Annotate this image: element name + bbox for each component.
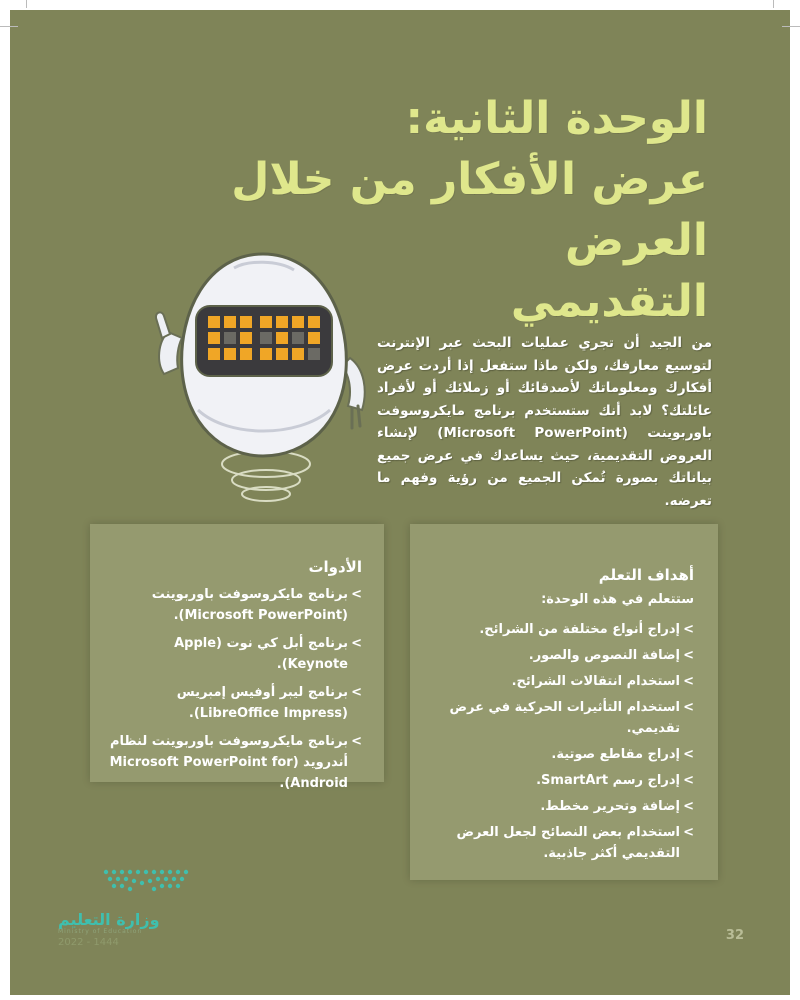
goal-item-text: إدراج أنواع مختلفة من الشرائح. [479, 622, 680, 637]
crop-mark [26, 0, 27, 8]
bullet-arrow-icon: > [351, 587, 362, 602]
goal-item-text: إضافة وتحرير مخطط. [540, 799, 680, 814]
tool-item-text: برنامج ليبر أوفيس إمبريس (LibreOffice Impress). [176, 685, 348, 721]
goal-item [428, 744, 694, 765]
bullet-arrow-icon: > [351, 685, 362, 700]
page [10, 10, 790, 995]
ministry-year: 2022 - 1444 [58, 937, 119, 948]
goal-item [428, 645, 694, 666]
title-line-1: الوحدة الثانية: [405, 93, 708, 144]
goal-item [428, 796, 694, 817]
title-line-2: عرض الأفكار من خلال العرض [231, 154, 708, 266]
tool-item-text: برنامج مايكروسوفت باوربوينت (Microsoft PowerPoint). [151, 587, 348, 623]
crop-mark [782, 26, 800, 27]
goal-item-text: إدراج مقاطع صوتية. [551, 747, 680, 762]
bullet-arrow-icon: > [683, 747, 694, 762]
intro-paragraph: من الجيد أن تجري عمليات البحث عبر الإنترنت لتوسيع معارفك، ولكن ماذا ستفعل إذا أردت عرض أفكارك ومعلوماتك لأصدقائك أو زملائك أو لأفراد عائلتك؟ لابد أنك ستستخدم برنامج مايكروسوفت باوربوينت (Microsoft PowerPoint) لإنشاء العروض التقديمية، حيث يساعدك في عرض جميع بياناتك بصورة تُمكن الجميع من رؤية وفهم ما تعرضه. [377, 335, 712, 509]
learning-goals-box [410, 524, 718, 880]
ministry-logo-icon [54, 866, 204, 906]
goal-item-text: استخدام بعض النصائح لجعل العرض التقديمي أكثر جاذبية. [456, 825, 680, 861]
crop-mark [0, 26, 18, 27]
robot-visor [196, 306, 332, 376]
tool-item [104, 584, 362, 626]
goal-item-text: استخدام التأثيرات الحركية في عرض تقديمي. [449, 700, 680, 736]
bullet-arrow-icon: > [683, 825, 694, 840]
tools-heading: الأدوات [308, 558, 362, 576]
robot-left-hand [156, 312, 182, 374]
tool-item [104, 682, 362, 724]
tools-box [90, 524, 384, 791]
goals-list [428, 619, 694, 869]
page-number: 32 [725, 928, 744, 943]
goal-item-text: استخدام انتقالات الشرائح. [511, 674, 680, 689]
robot-illustration [138, 242, 388, 512]
robot-base [222, 451, 310, 501]
tool-item-text: برنامج أبل كي نوت (Apple Keynote). [174, 636, 348, 672]
goal-item [428, 619, 694, 640]
goals-subheading: ستتعلم في هذه الوحدة: [541, 592, 694, 607]
tools-list [104, 584, 362, 801]
bullet-arrow-icon: > [683, 622, 694, 637]
tool-item-text: برنامج مايكروسوفت باوربوينت لنظام أندرويد (Microsoft PowerPoint for Android). [109, 734, 348, 791]
goal-item [428, 770, 694, 791]
goal-item [428, 822, 694, 864]
ministry-name-en: Ministry of Education [58, 928, 143, 935]
goals-heading: أهداف التعلم [598, 566, 694, 584]
title-line-3: التقديمي [510, 276, 708, 327]
goal-item [428, 697, 694, 739]
tool-item [104, 633, 362, 675]
goal-item [428, 671, 694, 692]
bullet-arrow-icon: > [683, 773, 694, 788]
bullet-arrow-icon: > [351, 636, 362, 651]
tool-item [104, 731, 362, 794]
bullet-arrow-icon: > [683, 799, 694, 814]
bullet-arrow-icon: > [683, 648, 694, 663]
bullet-arrow-icon: > [351, 734, 362, 749]
goal-item-text: إدراج رسم SmartArt. [536, 773, 680, 788]
bullet-arrow-icon: > [683, 700, 694, 715]
bullet-arrow-icon: > [683, 674, 694, 689]
goal-item-text: إضافة النصوص والصور. [528, 648, 680, 663]
ministry-name: وزارة التعليم [58, 910, 160, 929]
crop-mark [773, 0, 774, 8]
